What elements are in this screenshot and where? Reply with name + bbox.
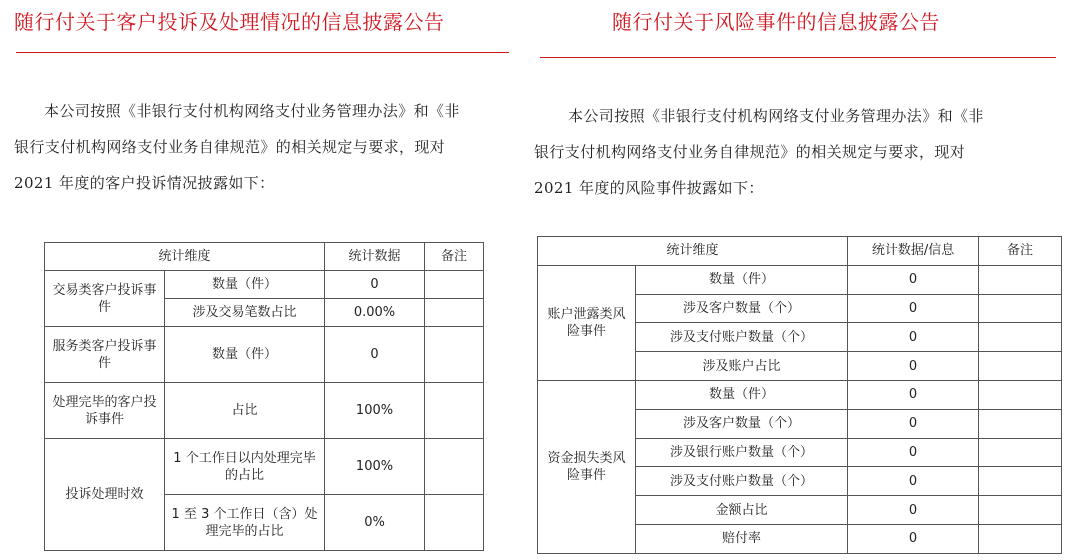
table-row xyxy=(45,271,484,299)
item-cell: 涉及客户数量（个） xyxy=(636,294,848,323)
intro-line: 本公司按照《非银行支付机构网络支付业务管理办法》和《非 xyxy=(44,102,460,120)
header-dimension: 统计维度 xyxy=(45,243,325,271)
value-cell: 0 xyxy=(848,294,979,323)
complaint-disclosure-title: 随行付关于客户投诉及处理情况的信息披露公告 xyxy=(14,10,445,34)
category-cell: 服务类客户投诉事件 xyxy=(45,327,165,383)
category-cell: 投诉处理时效 xyxy=(45,439,165,551)
value-cell: 0 xyxy=(848,409,979,438)
header-note: 备注 xyxy=(979,237,1062,266)
item-cell: 数量（件） xyxy=(636,265,848,294)
item-cell: 数量（件） xyxy=(165,271,325,299)
item-cell: 占比 xyxy=(165,383,325,439)
value-cell: 0 xyxy=(325,327,425,383)
table-row xyxy=(538,380,1062,409)
value-cell: 0 xyxy=(848,265,979,294)
item-cell: 1 至 3 个工作日（含）处理完毕的占比 xyxy=(165,495,325,551)
item-cell: 涉及客户数量（个） xyxy=(636,409,848,438)
category-cell: 处理完毕的客户投诉事件 xyxy=(45,383,165,439)
note-cell xyxy=(979,380,1062,409)
value-cell: 0 xyxy=(325,271,425,299)
category-cell: 资金损失类风险事件 xyxy=(538,380,636,553)
risk-disclosure-title: 随行付关于风险事件的信息披露公告 xyxy=(612,10,940,34)
header-note: 备注 xyxy=(425,243,484,271)
risk-event-statistics-table xyxy=(537,236,1062,554)
complaint-intro-text xyxy=(14,93,524,201)
complaint-statistics-table xyxy=(44,242,484,551)
table-row xyxy=(45,439,484,495)
value-cell: 0% xyxy=(325,495,425,551)
note-cell xyxy=(425,271,484,299)
value-cell: 0 xyxy=(848,524,979,553)
note-cell xyxy=(425,327,484,383)
item-cell: 赔付率 xyxy=(636,524,848,553)
value-cell: 0.00% xyxy=(325,299,425,327)
category-cell: 交易类客户投诉事件 xyxy=(45,271,165,327)
intro-line: 2021 年度的客户投诉情况披露如下： xyxy=(14,174,275,192)
table-header-row xyxy=(45,243,484,271)
item-cell: 金额占比 xyxy=(636,496,848,525)
note-cell xyxy=(979,409,1062,438)
note-cell xyxy=(979,352,1062,381)
intro-line: 银行支付机构网络支付业务自律规范》的相关规定与要求，现对 xyxy=(14,138,446,156)
item-cell: 涉及支付账户数量（个） xyxy=(636,323,848,352)
item-cell: 数量（件） xyxy=(636,380,848,409)
note-cell xyxy=(425,299,484,327)
intro-line: 本公司按照《非银行支付机构网络支付业务管理办法》和《非 xyxy=(568,107,984,125)
value-cell: 0 xyxy=(848,323,979,352)
value-cell: 0 xyxy=(848,467,979,496)
note-cell xyxy=(425,383,484,439)
value-cell: 100% xyxy=(325,439,425,495)
header-dimension: 统计维度 xyxy=(538,237,848,266)
note-cell xyxy=(979,438,1062,467)
item-cell: 1 个工作日以内处理完毕的占比 xyxy=(165,439,325,495)
title-divider xyxy=(16,52,509,53)
note-cell xyxy=(979,294,1062,323)
intro-line: 银行支付机构网络支付业务自律规范》的相关规定与要求，现对 xyxy=(534,143,966,161)
value-cell: 100% xyxy=(325,383,425,439)
category-cell: 账户泄露类风险事件 xyxy=(538,265,636,380)
note-cell xyxy=(979,265,1062,294)
note-cell xyxy=(425,439,484,495)
item-cell: 涉及交易笔数占比 xyxy=(165,299,325,327)
table-header-row xyxy=(538,237,1062,266)
note-cell xyxy=(979,524,1062,553)
intro-line: 2021 年度的风险事件披露如下： xyxy=(534,179,764,197)
note-cell xyxy=(979,323,1062,352)
item-cell: 数量（件） xyxy=(165,327,325,383)
header-data: 统计数据 xyxy=(325,243,425,271)
table-row xyxy=(45,383,484,439)
note-cell xyxy=(425,495,484,551)
table-row xyxy=(45,327,484,383)
note-cell xyxy=(979,467,1062,496)
item-cell: 涉及账户占比 xyxy=(636,352,848,381)
value-cell: 0 xyxy=(848,380,979,409)
value-cell: 0 xyxy=(848,496,979,525)
value-cell: 0 xyxy=(848,438,979,467)
value-cell: 0 xyxy=(848,352,979,381)
header-data: 统计数据/信息 xyxy=(848,237,979,266)
table-row xyxy=(538,265,1062,294)
item-cell: 涉及支付账户数量（个） xyxy=(636,467,848,496)
item-cell: 涉及银行账户数量（个） xyxy=(636,438,848,467)
title-divider xyxy=(540,57,1056,58)
note-cell xyxy=(979,496,1062,525)
risk-intro-text xyxy=(534,98,1074,206)
